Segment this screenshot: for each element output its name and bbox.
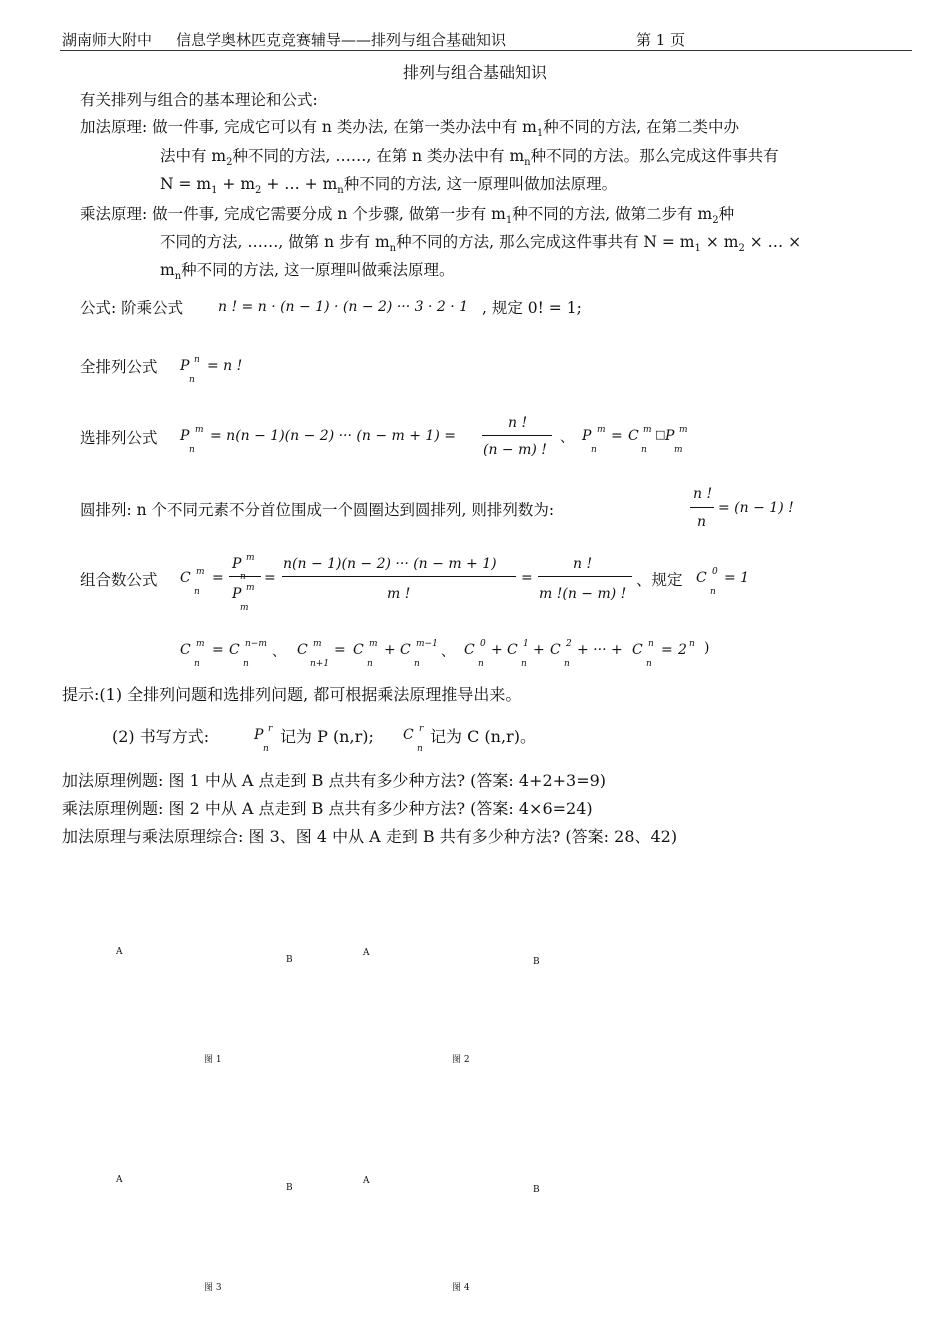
power-base: 2 bbox=[678, 642, 687, 658]
perm-sub: n bbox=[240, 572, 246, 582]
fraction-bar bbox=[229, 576, 261, 577]
perm-sub: n bbox=[591, 445, 597, 455]
comb-symbol: C bbox=[696, 570, 707, 586]
full-perm-label: 全排列公式 bbox=[80, 358, 158, 376]
intro-text: 有关排列与组合的基本理论和公式: bbox=[80, 91, 318, 109]
ellipsis-sum: + ··· + bbox=[577, 642, 623, 658]
equals-sign: = bbox=[212, 642, 224, 658]
figure-2-point-a: A bbox=[363, 948, 370, 958]
comb-symbol: C bbox=[628, 428, 639, 444]
perm-symbol: P bbox=[180, 428, 190, 444]
fraction-bar bbox=[282, 576, 516, 577]
perm-sup: m bbox=[246, 583, 255, 593]
comb-symbol: C bbox=[353, 642, 364, 658]
comb-sub: n bbox=[521, 659, 527, 669]
perm-sup: m bbox=[195, 425, 204, 435]
plus-sign: + bbox=[384, 642, 396, 658]
comb-numerator-1: n(n − 1)(n − 2) ··· (n − m + 1) bbox=[283, 556, 497, 572]
figure-3-caption: 图 3 bbox=[204, 1283, 222, 1293]
figure-3-point-b: B bbox=[286, 1183, 293, 1193]
add-rule-line-1: 加法原理: 做一件事, 完成它可以有 n 类办法, 在第一类办法中有 $m_1$种不同的方法, 在第二类中办 bbox=[80, 118, 740, 139]
comb-sub: n bbox=[417, 744, 423, 754]
header-course: 信息学奥林匹克竞赛辅导——排列与组合基础知识 bbox=[176, 31, 507, 49]
separator: 、 bbox=[441, 644, 455, 660]
comb-sup: 1 bbox=[523, 639, 529, 649]
comb-sup: m bbox=[369, 639, 378, 649]
plus-sign: + bbox=[533, 642, 545, 658]
figure-1-caption: 图 1 bbox=[204, 1055, 222, 1065]
comb-sub: n bbox=[564, 659, 570, 669]
example-combined: 加法原理与乘法原理综合: 图 3、图 4 中从 A 走到 B 共有多少种方法? (答案: 28、42) bbox=[62, 827, 678, 846]
perm-sub: m bbox=[240, 603, 249, 613]
circle-numerator: n ! bbox=[693, 486, 713, 502]
separator: 、 bbox=[560, 430, 574, 446]
comb-sup: m bbox=[643, 425, 652, 435]
comb-symbol: C bbox=[507, 642, 518, 658]
comb-symbol: C bbox=[403, 727, 414, 743]
fraction-bar bbox=[482, 435, 552, 436]
circle-result: = (n − 1) ! bbox=[718, 500, 794, 516]
perm-sup: m bbox=[246, 553, 255, 563]
equals-sign: = bbox=[521, 570, 533, 586]
separator: 、 bbox=[272, 644, 286, 660]
equals-sign: = bbox=[212, 570, 224, 586]
sel-perm-denominator: (n − m) ! bbox=[483, 442, 547, 458]
perm-symbol: P bbox=[665, 428, 675, 444]
comb-rule-equals: = 1 bbox=[724, 570, 750, 586]
mul-rule-line-2: 不同的方法, ……, 做第 n 步有 $m_n$种不同的方法, 那么完成这件事共有 $N = m_1 \times m_2$ × … × bbox=[160, 233, 802, 254]
header-page-number: 第 1 页 bbox=[636, 31, 686, 49]
comb-sub: n+1 bbox=[310, 659, 330, 669]
comb-symbol: C bbox=[464, 642, 475, 658]
fraction-bar bbox=[690, 507, 714, 508]
comb-symbol: C bbox=[180, 570, 191, 586]
comb-symbol: C bbox=[632, 642, 643, 658]
sel-perm-numerator: n ! bbox=[508, 415, 528, 431]
comb-sub: n bbox=[646, 659, 652, 669]
mul-rule-line-1: 乘法原理: 做一件事, 完成它需要分成 n 个步骤, 做第一步有 $m_1$种不同的方法, 做第二步有 $m_2$种 bbox=[80, 205, 735, 226]
figure-4-point-b: B bbox=[533, 1185, 540, 1195]
perm-symbol: P bbox=[254, 727, 264, 743]
hint-2-label: (2) 书写方式: bbox=[112, 727, 210, 746]
comb-sub: n bbox=[641, 445, 647, 455]
equals-sign: = bbox=[611, 428, 623, 444]
circle-denominator: n bbox=[697, 514, 707, 530]
perm-symbol: P bbox=[180, 358, 190, 374]
equals-sign: = bbox=[661, 642, 673, 658]
add-rule-line-3: $N = m_1 + m_2$ + … + $m_n$种不同的方法, 这一原理叫做加法原理。 bbox=[160, 175, 618, 196]
comb-numerator-2: n ! bbox=[573, 556, 593, 572]
comb-sub: n bbox=[710, 587, 716, 597]
comb-symbol: C bbox=[180, 642, 191, 658]
figure-3-point-a: A bbox=[116, 1175, 123, 1185]
comb-symbol: C bbox=[550, 642, 561, 658]
figure-1-point-a: A bbox=[116, 947, 123, 957]
comb-sup: 0 bbox=[480, 639, 486, 649]
example-multiplication: 乘法原理例题: 图 2 中从 A 点走到 B 点共有多少种方法? (答案: 4×6=24) bbox=[62, 799, 593, 818]
sel-perm-label: 选排列公式 bbox=[80, 429, 158, 447]
comb-rule: 、规定 bbox=[636, 571, 683, 589]
perm-symbol: P bbox=[582, 428, 592, 444]
comb-symbol: C bbox=[297, 642, 308, 658]
perm-sup: n bbox=[194, 355, 200, 365]
comb-symbol: C bbox=[400, 642, 411, 658]
equals-sign: = bbox=[334, 642, 346, 658]
comb-sup: r bbox=[419, 724, 424, 734]
equals-sign: = bbox=[264, 570, 276, 586]
factorial-rule: , 规定 0! = 1; bbox=[482, 299, 582, 317]
comb-sup: n−m bbox=[245, 639, 267, 649]
comb-sub: n bbox=[194, 587, 200, 597]
comb-sup: 2 bbox=[566, 639, 572, 649]
comb-sup: n bbox=[648, 639, 654, 649]
comb-label: 组合数公式 bbox=[80, 571, 158, 589]
comb-sub: n bbox=[243, 659, 249, 669]
perm-sub: n bbox=[189, 445, 195, 455]
hint-2-comb-notation: 记为 C (n,r)。 bbox=[430, 727, 536, 746]
perm-symbol: P bbox=[232, 586, 242, 602]
product-box-icon: □ bbox=[655, 428, 666, 441]
comb-sub: n bbox=[194, 659, 200, 669]
header-rule bbox=[60, 50, 912, 51]
perm-sub: m bbox=[674, 445, 683, 455]
figure-2-caption: 图 2 bbox=[452, 1055, 470, 1065]
comb-sub: n bbox=[414, 659, 420, 669]
sel-perm-formula: = n(n − 1)(n − 2) ··· (n − m + 1) = bbox=[210, 428, 456, 444]
perm-symbol: P bbox=[232, 556, 242, 572]
perm-sup: m bbox=[597, 425, 606, 435]
figure-4-point-a: A bbox=[363, 1176, 370, 1186]
comb-sup: m bbox=[196, 567, 205, 577]
figure-1-point-b: B bbox=[286, 955, 293, 965]
mul-rule-line-3: $m_n$种不同的方法, 这一原理叫做乘法原理。 bbox=[160, 261, 455, 282]
factorial-label: 公式: 阶乘公式 bbox=[80, 299, 184, 317]
full-perm-formula: = n ! bbox=[207, 358, 243, 374]
comb-sup: 0 bbox=[712, 567, 718, 577]
perm-sup: r bbox=[268, 724, 273, 734]
figure-2-point-b: B bbox=[533, 957, 540, 967]
comb-denominator-2: m !(n − m) ! bbox=[539, 586, 627, 602]
comb-sup: m bbox=[196, 639, 205, 649]
power-exponent: n bbox=[689, 639, 695, 649]
perm-sup: m bbox=[679, 425, 688, 435]
example-addition: 加法原理例题: 图 1 中从 A 点走到 B 点共有多少种方法? (答案: 4+2+3=9) bbox=[62, 771, 607, 790]
circle-perm-text: 圆排列: n 个不同元素不分首位围成一个圆圈达到圆排列, 则排列数为: bbox=[80, 501, 555, 519]
plus-sign: + bbox=[491, 642, 503, 658]
closing-paren: ) bbox=[704, 640, 710, 656]
header-school: 湖南师大附中 bbox=[62, 31, 153, 49]
add-rule-line-2: 法中有 $m_2$种不同的方法, ……, 在第 n 类办法中有 $m_n$种不同的方法。那么完成这件事共有 bbox=[160, 147, 779, 168]
comb-symbol: C bbox=[229, 642, 240, 658]
hint-2-perm-notation: 记为 P (n,r); bbox=[280, 727, 374, 746]
factorial-formula: n ! = n · (n − 1) · (n − 2) ··· 3 · 2 · 1 bbox=[218, 299, 469, 315]
perm-sub: n bbox=[189, 375, 195, 385]
perm-sub: n bbox=[263, 744, 269, 754]
comb-sub: n bbox=[367, 659, 373, 669]
figure-4-caption: 图 4 bbox=[452, 1283, 470, 1293]
comb-sup: m bbox=[313, 639, 322, 649]
hint-1: 提示:(1) 全排列问题和选排列问题, 都可根据乘法原理推导出来。 bbox=[62, 685, 522, 704]
comb-sup: m−1 bbox=[416, 639, 438, 649]
comb-denominator-1: m ! bbox=[387, 586, 411, 602]
fraction-bar bbox=[538, 576, 632, 577]
page-title: 排列与组合基础知识 bbox=[402, 63, 547, 82]
comb-sub: n bbox=[478, 659, 484, 669]
